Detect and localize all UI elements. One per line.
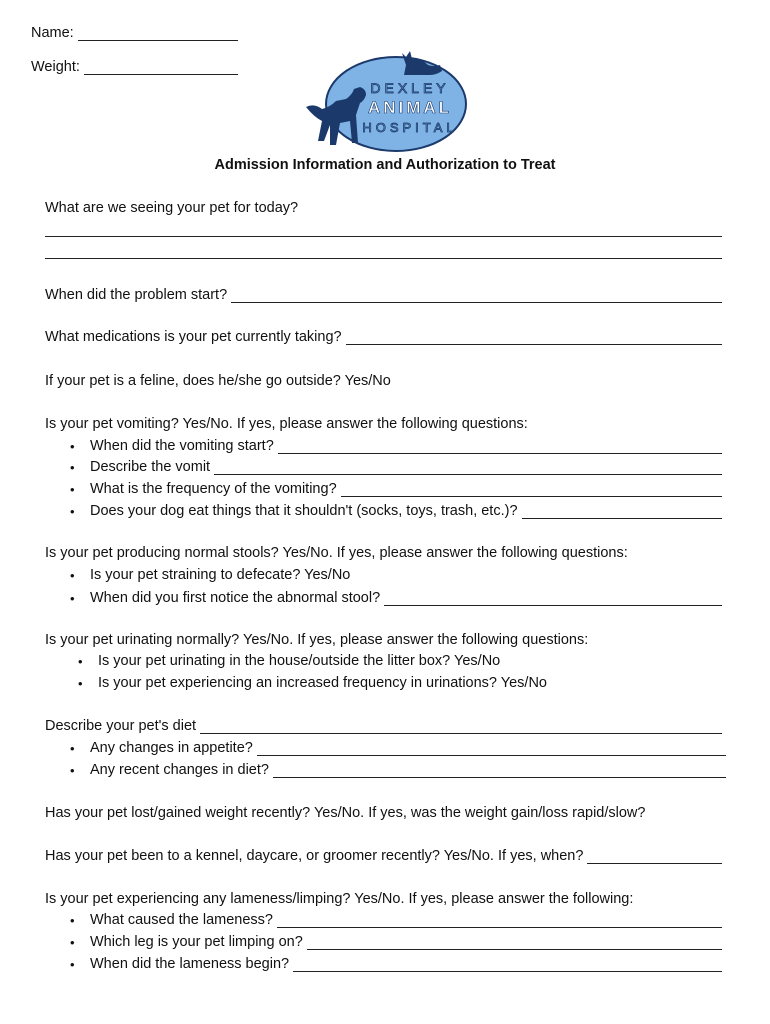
answer-line[interactable] xyxy=(384,592,722,606)
item-label: Describe the vomit xyxy=(90,459,211,475)
bullet-icon: • xyxy=(78,676,83,691)
question-label: When did the problem start? xyxy=(45,287,228,303)
item-label: What caused the lameness? xyxy=(90,912,273,928)
question-urine xyxy=(45,632,722,648)
bullet-icon: • xyxy=(70,482,75,497)
answer-line[interactable] xyxy=(341,483,722,497)
weight-label: Weight: xyxy=(31,59,80,75)
vomit-item xyxy=(70,481,722,497)
name-input[interactable] xyxy=(78,24,238,41)
vomit-item xyxy=(70,503,722,519)
logo-line1: DEXLEY xyxy=(370,80,450,96)
question-feline xyxy=(45,373,722,389)
question-label: What are we seeing your pet for today? xyxy=(45,200,299,216)
item-label: Does your dog eat things that it shouldn't (socks, toys, trash, etc.)? xyxy=(90,503,518,519)
item-label: Is your pet urinating in the house/outside the litter box? Yes/No xyxy=(98,653,501,669)
answer-line[interactable] xyxy=(277,914,722,928)
diet-item xyxy=(70,762,726,778)
lame-item xyxy=(70,912,722,928)
name-label: Name: xyxy=(31,25,74,41)
lame-item xyxy=(70,956,722,972)
question-label: Is your pet vomiting? Yes/No. If yes, please answer the following questions: xyxy=(45,416,528,432)
question-start xyxy=(45,287,722,303)
answer-line[interactable] xyxy=(257,742,726,756)
stool-item xyxy=(70,590,722,606)
weight-input[interactable] xyxy=(84,58,238,75)
bullet-icon: • xyxy=(70,913,75,928)
bullet-icon: • xyxy=(70,504,75,519)
answer-line[interactable] xyxy=(587,850,722,864)
answer-line[interactable] xyxy=(346,331,722,345)
diet-item xyxy=(70,740,726,756)
bullet-icon: • xyxy=(78,654,83,669)
question-label: Is your pet experiencing any lameness/limping? Yes/No. If yes, please answer the following: xyxy=(45,891,634,907)
stool-item xyxy=(70,567,722,583)
answer-line[interactable] xyxy=(307,936,722,950)
item-label: When did the vomiting start? xyxy=(90,438,274,454)
urine-item xyxy=(78,653,722,669)
dexley-animal-hospital-logo xyxy=(300,45,472,153)
bullet-icon: • xyxy=(70,763,75,778)
answer-line-reason-2[interactable] xyxy=(45,258,722,259)
answer-line[interactable] xyxy=(278,440,722,454)
bullet-icon: • xyxy=(70,460,75,475)
question-diet xyxy=(45,718,722,734)
question-label: Describe your pet's diet xyxy=(45,718,197,734)
answer-line[interactable] xyxy=(293,958,722,972)
question-label: If your pet is a feline, does he/she go outside? Yes/No xyxy=(45,373,391,389)
question-lameness xyxy=(45,891,722,907)
bullet-icon: • xyxy=(70,935,75,950)
question-meds xyxy=(45,329,722,345)
bullet-icon: • xyxy=(70,957,75,972)
question-kennel xyxy=(45,848,722,864)
item-label: Any changes in appetite? xyxy=(90,740,253,756)
logo-line3: HOSPITAL xyxy=(362,120,458,135)
answer-line-reason-1[interactable] xyxy=(45,236,722,237)
item-label: When did the lameness begin? xyxy=(90,956,290,972)
bullet-icon: • xyxy=(70,439,75,454)
weight-field-row xyxy=(31,58,238,75)
name-field-row xyxy=(31,24,238,41)
answer-line[interactable] xyxy=(231,289,722,303)
answer-line[interactable] xyxy=(214,461,722,475)
lame-item xyxy=(70,934,722,950)
question-reason xyxy=(45,200,722,216)
urine-item xyxy=(78,675,722,691)
bullet-icon: • xyxy=(70,591,75,606)
question-label: What medications is your pet currently taking? xyxy=(45,329,342,345)
question-vomit xyxy=(45,416,722,432)
item-label: What is the frequency of the vomiting? xyxy=(90,481,337,497)
vomit-item xyxy=(70,459,722,475)
item-label: Any recent changes in diet? xyxy=(90,762,269,778)
item-label: When did you first notice the abnormal stool? xyxy=(90,590,381,606)
question-stools xyxy=(45,545,722,561)
page-title: Admission Information and Authorization to Treat xyxy=(214,157,556,173)
vomit-item xyxy=(70,438,722,454)
item-label: Is your pet straining to defecate? Yes/No xyxy=(90,567,351,583)
question-label: Has your pet been to a kennel, daycare, or groomer recently? Yes/No. If yes, when? xyxy=(45,848,584,864)
answer-line[interactable] xyxy=(522,505,722,519)
question-label: Has your pet lost/gained weight recently? Yes/No. If yes, was the weight gain/loss rapid/slow? xyxy=(45,805,646,821)
question-weight-change xyxy=(45,805,722,821)
answer-line[interactable] xyxy=(273,764,726,778)
answer-line[interactable] xyxy=(200,720,722,734)
item-label: Is your pet experiencing an increased frequency in urinations? Yes/No xyxy=(98,675,547,691)
question-label: Is your pet producing normal stools? Yes/No. If yes, please answer the following questions: xyxy=(45,545,628,561)
question-label: Is your pet urinating normally? Yes/No. If yes, please answer the following questions: xyxy=(45,632,589,648)
bullet-icon: • xyxy=(70,741,75,756)
logo-line2: ANIMAL xyxy=(367,98,453,117)
cat-icon xyxy=(402,51,442,75)
item-label: Which leg is your pet limping on? xyxy=(90,934,303,950)
bullet-icon: • xyxy=(70,568,75,583)
